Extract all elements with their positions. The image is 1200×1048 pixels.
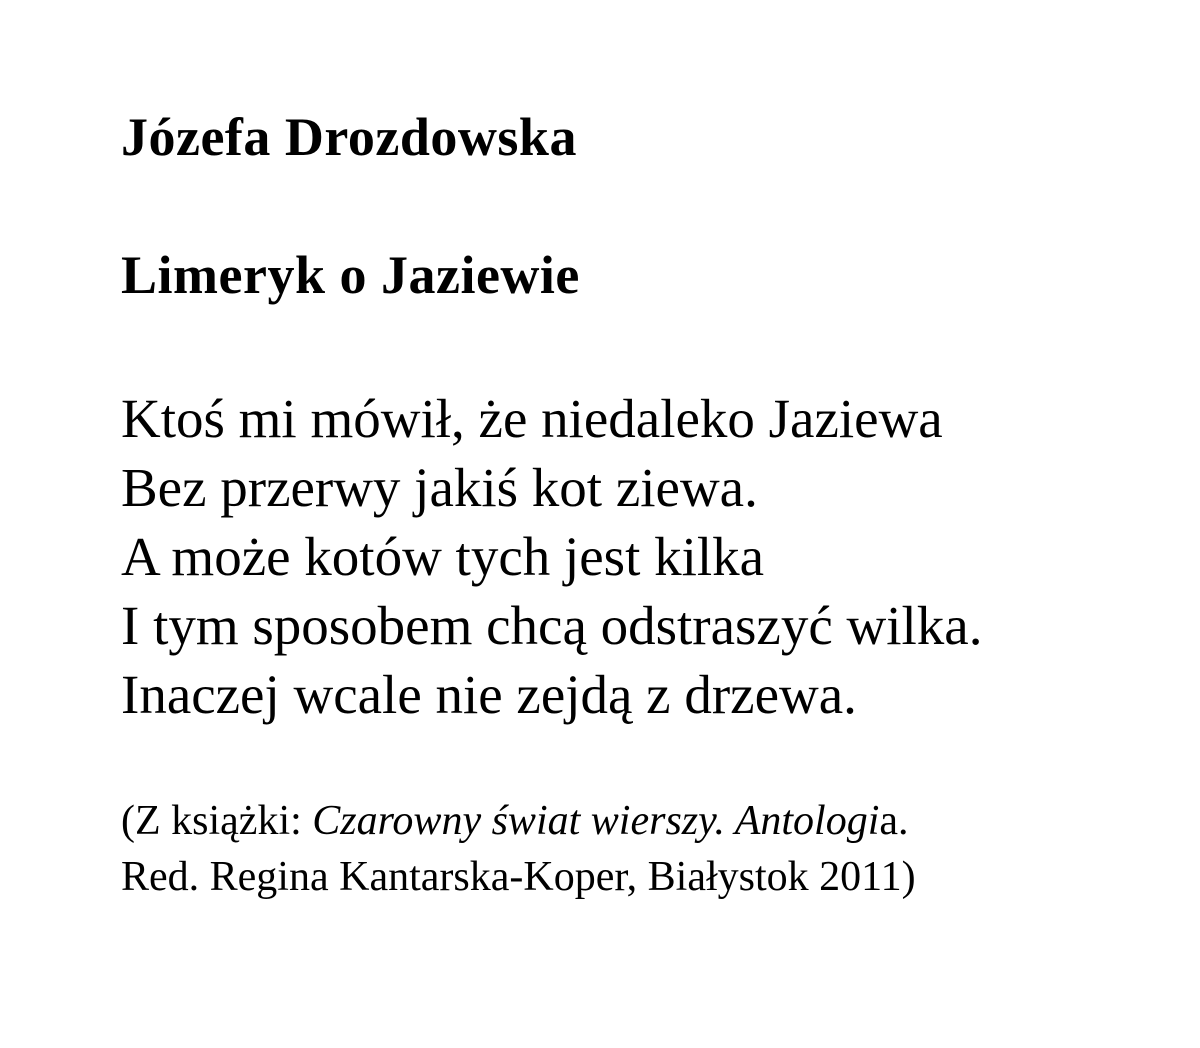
poem-line-1: Ktoś mi mówił, że niedaleko Jaziewa	[121, 388, 943, 449]
poem-line-4: I tym sposobem chcą odstraszyć wilka.	[121, 595, 983, 656]
poem-line-5: Inaczej wcale nie zejdą z drzewa.	[121, 664, 857, 725]
poem-title: Limeryk o Jaziewie	[121, 245, 580, 305]
poem-body	[121, 384, 1140, 729]
citation-book-title: Czarowny świat wierszy. Antologi	[312, 798, 880, 844]
poem-line-2: Bez przerwy jakiś kot ziewa.	[121, 457, 758, 518]
source-citation	[121, 793, 1140, 905]
citation-line-2: Red. Regina Kantarska-Koper, Białystok 2011)	[121, 854, 916, 900]
citation-line-1	[121, 793, 1140, 849]
poem-line-3: A może kotów tych jest kilka	[121, 526, 765, 587]
citation-suffix: a.	[879, 798, 909, 844]
author-name: Józefa Drozdowska	[121, 107, 577, 167]
citation-prefix: (Z książki:	[121, 798, 313, 844]
